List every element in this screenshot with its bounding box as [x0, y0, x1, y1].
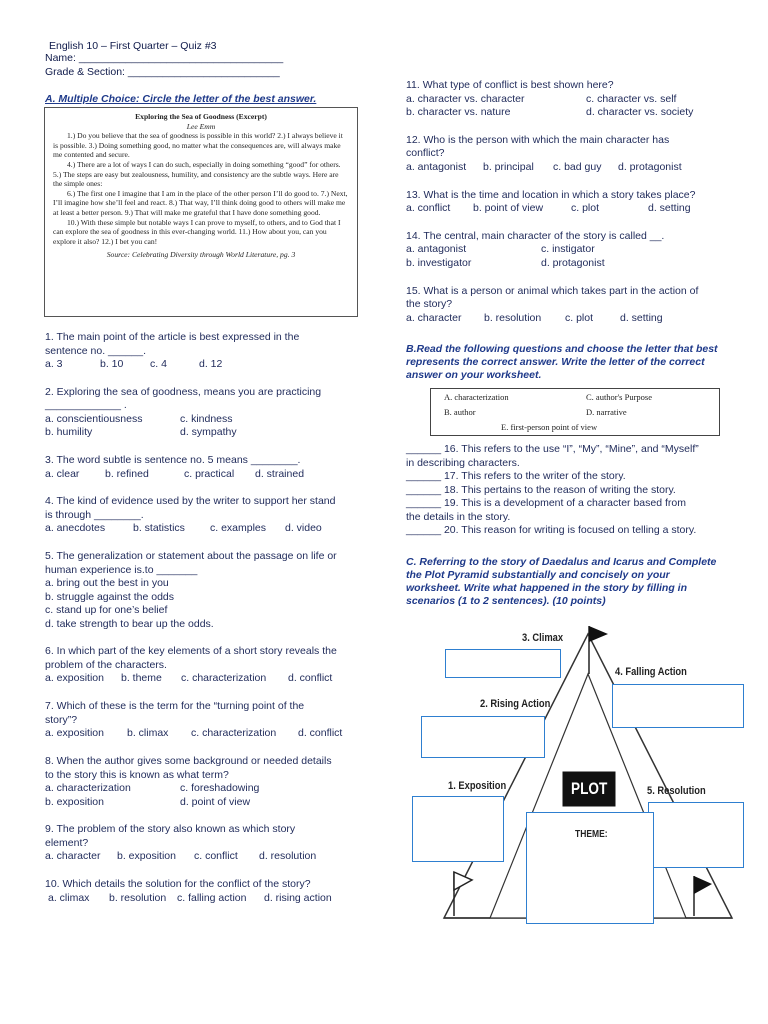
excerpt-author: Lee Emm [186, 121, 216, 131]
question-text: a. bring out the best in you [45, 577, 169, 590]
answer-choice[interactable]: b. investigator [406, 256, 472, 269]
question [45, 386, 375, 440]
section-b-items [406, 443, 699, 538]
answer-options [45, 522, 375, 536]
question-text: story”? [45, 713, 78, 726]
question-text: 10. Which details the solution for the conflict of the story? [45, 878, 311, 891]
exposition-input-box[interactable] [412, 796, 504, 862]
resolution-label: 5. Resolution [647, 785, 706, 797]
question-text: 12. Who is the person with which the main character has [406, 133, 670, 146]
answer-choice[interactable]: c. characterization [191, 727, 277, 740]
excerpt-paragraph: 6.) The first one I imagine that I am in the place of the other person I’ll do good to. 7.) Next, I’ll imagine how she’ll feel and react. 8.) That way, I’ll think doing good to others will make me at least a better person. 9.) That will make me grateful that I have done something good. [53, 188, 348, 217]
question-text: problem of the characters. [45, 658, 167, 671]
key-option-c: C. author's Purpose [586, 392, 652, 402]
answer-options [406, 312, 746, 326]
answer-choice[interactable]: a. character [406, 311, 462, 324]
question-text: _____________ . [45, 399, 127, 412]
item-18: ______ 18. This pertains to the reason of writing the story. [406, 483, 676, 496]
excerpt-source: Source: Celebrating Diversity through World Literature, pg. 3 [106, 250, 296, 260]
question-text: d. take strength to bear up the odds. [45, 617, 214, 630]
answer-options [45, 468, 375, 482]
answer-choice[interactable]: c. plot [565, 311, 594, 324]
answer-choice[interactable]: c. instigator [541, 243, 595, 256]
answer-choice[interactable]: b. humility [45, 426, 93, 439]
answer-choice[interactable]: c. kindness [180, 412, 233, 425]
question-text: 13. What is the time and location in which a story takes place? [406, 188, 696, 201]
answer-choice[interactable]: b. resolution [484, 311, 542, 324]
answer-options [45, 358, 375, 372]
answer-choice[interactable]: b. theme [121, 672, 162, 685]
answer-choice[interactable]: b. point of view [473, 202, 544, 215]
answer-options [406, 243, 746, 257]
answer-choice[interactable]: a. character vs. character [406, 92, 525, 105]
question [406, 189, 746, 216]
answer-choice[interactable]: a. antagonist [406, 243, 467, 256]
question-text: human experience is.to _______ [45, 563, 198, 576]
answer-choice[interactable]: a. exposition [45, 672, 104, 685]
key-option-a: A. characterization [444, 392, 509, 402]
question-text: 11. What type of conflict is best shown here? [406, 79, 614, 91]
answer-options [45, 727, 375, 741]
question-text: 5. The generalization or statement about the passage on life or [45, 550, 337, 563]
answer-choice[interactable]: d. conflict [298, 727, 343, 740]
answer-options [406, 161, 746, 175]
answer-choice[interactable]: a. conflict [406, 202, 451, 215]
key-option-e: E. first-person point of view [501, 422, 598, 432]
plot-label: PLOT [571, 779, 608, 798]
answer-options [45, 672, 375, 686]
excerpt-paragraph: 1.) Do you believe that the sea of goodness is possible in this world? 2.) I always believe it is possible. 3.) Doing something good, no matter what the consequences are, will always make me contented and secure. [53, 131, 343, 160]
answer-choice[interactable]: b. resolution [109, 891, 167, 904]
key-option-b: B. author [444, 407, 476, 417]
question [45, 454, 375, 481]
answer-options [406, 202, 746, 216]
answer-choice[interactable]: b. exposition [45, 795, 104, 808]
answer-choice[interactable]: c. 4 [150, 358, 167, 370]
answer-options [45, 796, 375, 810]
answer-choice[interactable]: c. bad guy [553, 160, 602, 173]
question-text: 2. Exploring the sea of goodness, means you are practicing [45, 385, 322, 398]
quiz-title: English 10 – First Quarter – Quiz #3 [49, 40, 217, 52]
climax-label: 3. Climax [522, 632, 564, 644]
question-text: 4. The kind of evidence used by the writer to support her stand [45, 495, 336, 508]
question [406, 285, 746, 326]
answer-choice[interactable]: c. character vs. self [586, 92, 677, 105]
answer-options [406, 257, 746, 271]
answer-choice[interactable]: d. rising action [264, 891, 332, 904]
answer-choice[interactable]: b. statistics [133, 522, 185, 535]
question [45, 700, 375, 741]
item-17: ______ 17. This refers to the writer of the story. [406, 470, 626, 482]
answer-key-box [430, 388, 720, 436]
section-c-heading: C. Referring to the story of Daedalus and Icarus and Complete the Plot Pyramid substantially and concisely on your worksheet. Write what happened in the story by filling in scenarios (1 to 2 sentences). (10 points) [406, 556, 717, 607]
question-text: 14. The central, main character of the story is called __. [406, 229, 665, 242]
question [45, 755, 375, 809]
question [406, 79, 746, 120]
item-16: ______ 16. This refers to the use “I”, “My”, “Mine”, and “Myself” [406, 443, 699, 455]
answer-choice[interactable]: a. characterization [45, 782, 131, 795]
excerpt-paragraph: 10.) With these simple but notable ways I can prove to myself, to others, and to God that I can explore the sea of goodness in this ever-changing world. 11.) How about you, can you explore it also? 12.) I bet you can! [53, 217, 341, 246]
question [406, 230, 746, 271]
answer-options [406, 106, 746, 120]
answer-choice[interactable]: b. climax [127, 727, 169, 740]
answer-choice[interactable]: c. practical [184, 467, 235, 480]
answer-choice[interactable]: a. anecdotes [45, 522, 106, 535]
section-b-heading: B.Read the following questions and choose the letter that best represents the correct answer. Write the letter of the correct answer on your worksheet. [406, 343, 718, 381]
item-19: ______ 19. This is a development of a character based from [406, 497, 686, 509]
excerpt-paragraph: 4.) There are a lot of ways I can do such, especially in doing something “good” for others. 5.) The steps are easy but zealousness, humility, and consistency are the subtle ways. Here are the simple ones: [53, 159, 341, 189]
resolution-input-box[interactable] [648, 802, 744, 868]
question-text: 6. In which part of the key elements of a short story reveals the [45, 645, 337, 658]
answer-choice[interactable]: c. conflict [194, 850, 238, 863]
answer-options [406, 93, 746, 107]
answer-choice[interactable]: d. protagonist [618, 160, 682, 173]
rising-action-input-box[interactable] [421, 716, 545, 758]
answer-choice[interactable]: c. foreshadowing [180, 782, 260, 795]
answer-choice[interactable]: d. video [285, 522, 322, 535]
answer-choice[interactable]: a. exposition [45, 727, 104, 740]
question-text: 9. The problem of the story also known as which story [45, 823, 296, 836]
answer-choice[interactable]: d. point of view [180, 795, 251, 808]
falling-action-input-box[interactable] [612, 684, 744, 728]
question [45, 645, 375, 686]
question-text: 1. The main point of the article is best expressed in the [45, 331, 300, 343]
question-text: b. struggle against the odds [45, 590, 175, 603]
answer-choice[interactable]: d. sympathy [180, 426, 237, 439]
answer-choice[interactable]: b. refined [105, 467, 149, 480]
answer-choice[interactable]: b. principal [483, 160, 534, 173]
question [45, 550, 375, 631]
answer-choice[interactable]: d. conflict [288, 672, 333, 685]
answer-choice[interactable]: c. falling action [177, 891, 247, 904]
answer-choice[interactable]: d. setting [648, 202, 691, 215]
answer-choice[interactable]: c. characterization [181, 672, 267, 685]
theme-label: THEME: [575, 829, 608, 840]
question-text: element? [45, 836, 89, 849]
falling-action-label: 4. Falling Action [615, 666, 687, 678]
right-question-list [406, 79, 746, 339]
question-text: 7. Which of these is the term for the “turning point of the [45, 700, 305, 713]
question [45, 495, 375, 536]
grade-section-line: Grade & Section: __________________________ [45, 66, 280, 78]
question-text: 3. The word subtle is sentence no. 5 means ________. [45, 454, 301, 467]
excerpt-title: Exploring the Sea of Goodness (Excerpt) [135, 112, 267, 121]
answer-choice[interactable]: c. plot [571, 202, 600, 215]
question-text: c. stand up for one’s belief [45, 604, 168, 617]
answer-choice[interactable]: a. 3 [45, 358, 63, 370]
rising-action-label: 2. Rising Action [480, 698, 551, 710]
answer-options [45, 850, 375, 864]
climax-input-box[interactable] [445, 649, 561, 678]
answer-choice[interactable]: b. character vs. nature [406, 106, 511, 118]
question-text: sentence no. ______. [45, 344, 147, 357]
key-option-d: D. narrative [586, 407, 627, 417]
answer-choice[interactable]: d. resolution [259, 850, 317, 863]
answer-choice[interactable]: a. antagonist [406, 160, 467, 173]
question-text: the story? [406, 298, 453, 311]
answer-choice[interactable]: a. climax [48, 891, 90, 904]
answer-choice[interactable]: c. examples [210, 522, 267, 535]
left-question-list [45, 331, 375, 919]
answer-choice[interactable]: a. clear [45, 467, 80, 480]
item-20: ______ 20. This reason for writing is focused on telling a story. [406, 524, 697, 536]
answer-options [45, 892, 375, 906]
plot-pyramid [408, 618, 744, 938]
answer-choice[interactable]: a. conscientiousness [45, 412, 143, 425]
answer-options [45, 782, 375, 796]
question [406, 134, 746, 175]
question [45, 823, 375, 864]
question-text: to the story this is known as what term? [45, 768, 229, 781]
question [45, 878, 375, 905]
question-text: conflict? [406, 147, 445, 160]
answer-choice[interactable]: b. exposition [117, 850, 176, 863]
item-19-cont: the details in the story. [406, 510, 511, 523]
answer-choice[interactable]: b. 10 [100, 358, 124, 370]
question-text: is through ________. [45, 508, 144, 521]
excerpt-box [44, 107, 358, 317]
answer-options [45, 413, 375, 427]
answer-choice[interactable]: d. strained [255, 467, 305, 480]
answer-choice[interactable]: a. character [45, 850, 101, 863]
question-text: 15. What is a person or animal which takes part in the action of [406, 284, 699, 297]
section-a-heading: A. Multiple Choice: Circle the letter of the best answer. [45, 93, 317, 105]
question [45, 331, 375, 372]
item-16-cont: in describing characters. [406, 456, 520, 469]
name-line: Name: ___________________________________ [45, 52, 284, 64]
answer-options [45, 426, 375, 440]
answer-choice[interactable]: d. character vs. society [586, 106, 694, 118]
answer-choice[interactable]: d. protagonist [541, 256, 605, 269]
exposition-label: 1. Exposition [448, 780, 507, 792]
answer-choice[interactable]: d. setting [620, 311, 663, 324]
answer-choice[interactable]: d. 12 [199, 358, 223, 370]
question-text: 8. When the author gives some background or needed details [45, 755, 332, 768]
